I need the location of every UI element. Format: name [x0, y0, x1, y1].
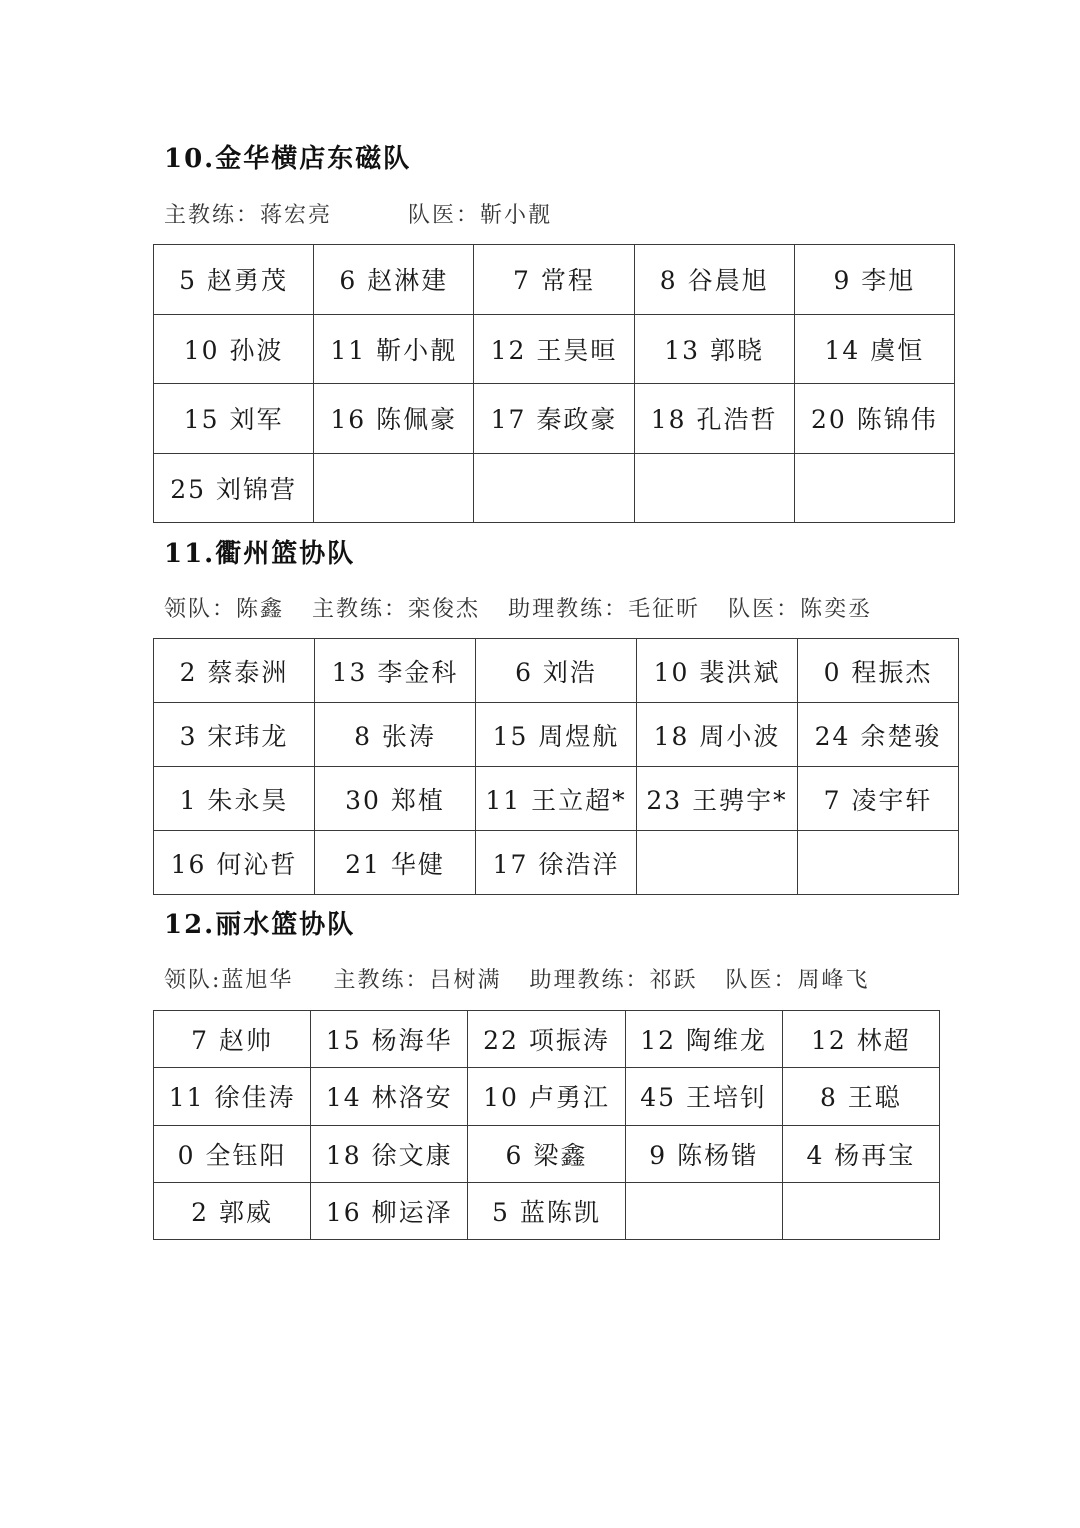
roster-cell: 5 赵勇茂: [154, 245, 314, 315]
roster-cell: 45 王培钊: [625, 1068, 782, 1125]
roster-cell: 12 陶维龙: [625, 1011, 782, 1068]
team-12-staff: [164, 967, 870, 995]
roster-cell: [794, 453, 954, 523]
staff-label: 队医：: [728, 597, 801, 622]
staff-label: 队医：: [408, 203, 481, 228]
roster-cell: 6 梁鑫: [468, 1125, 625, 1182]
roster-cell: [314, 453, 474, 523]
table-row: [154, 1068, 940, 1125]
table-row: [154, 453, 955, 523]
table-row: [154, 831, 959, 895]
roster-cell: 4 杨再宝: [782, 1125, 939, 1182]
roster-cell: 16 何沁哲: [154, 831, 315, 895]
roster-cell: 11 王立超*: [476, 767, 637, 831]
roster-cell: 24 余楚骏: [798, 703, 959, 767]
roster-cell: 18 孔浩哲: [634, 384, 794, 454]
staff-label: 队医：: [725, 968, 798, 993]
roster-cell: 18 徐文康: [311, 1125, 468, 1182]
roster-cell: [625, 1182, 782, 1239]
roster-cell: 1 朱永昊: [154, 767, 315, 831]
team-11-roster-table: [153, 638, 959, 895]
roster-cell: 17 徐浩洋: [476, 831, 637, 895]
roster-cell: 15 刘军: [154, 384, 314, 454]
roster-cell: 0 全钰阳: [154, 1125, 311, 1182]
team-10-title: 10.金华横店东磁队: [164, 144, 412, 174]
staff-label: 主教练：: [164, 203, 261, 228]
roster-cell: 7 凌宇轩: [798, 767, 959, 831]
roster-cell: [637, 831, 798, 895]
table-row: [154, 384, 955, 454]
roster-cell: [782, 1182, 939, 1239]
roster-cell: 13 李金科: [315, 639, 476, 703]
assistant-coach-name: 毛征昕: [628, 597, 701, 622]
roster-cell: 10 裴洪斌: [637, 639, 798, 703]
roster-cell: 7 赵帅: [154, 1011, 311, 1068]
team-12-title: 12.丽水篮协队: [164, 910, 356, 940]
roster-cell: 14 虞恒: [794, 314, 954, 384]
roster-cell: 9 陈杨锴: [625, 1125, 782, 1182]
team-doctor-name: 靳小靓: [480, 203, 553, 228]
roster-cell: 13 郭晓: [634, 314, 794, 384]
table-row: [154, 703, 959, 767]
roster-cell: 20 陈锦伟: [794, 384, 954, 454]
roster-cell: 12 林超: [782, 1011, 939, 1068]
team-11-title: 11.衢州篮协队: [164, 539, 356, 569]
roster-cell: 0 程振杰: [798, 639, 959, 703]
roster-cell: 15 杨海华: [311, 1011, 468, 1068]
staff-label: 主教练：: [312, 597, 409, 622]
roster-cell: [798, 831, 959, 895]
roster-cell: 30 郑植: [315, 767, 476, 831]
roster-cell: 17 秦政豪: [474, 384, 634, 454]
roster-cell: 8 王聪: [782, 1068, 939, 1125]
team-doctor-name: 周峰飞: [797, 968, 870, 993]
team-leader-name: 蓝旭华: [221, 968, 294, 993]
staff-label: 领队:: [164, 968, 222, 993]
head-coach-name: 吕树满: [429, 968, 502, 993]
table-row: [154, 314, 955, 384]
table-row: [154, 1182, 940, 1239]
roster-cell: 8 张涛: [315, 703, 476, 767]
team-10-roster-table: [153, 244, 955, 523]
roster-cell: 2 蔡泰洲: [154, 639, 315, 703]
head-coach-name: 蒋宏亮: [260, 203, 333, 228]
team-10-staff: [164, 202, 552, 230]
table-row: [154, 245, 955, 315]
head-coach-name: 栾俊杰: [408, 597, 481, 622]
roster-cell: 10 卢勇江: [468, 1068, 625, 1125]
table-row: [154, 767, 959, 831]
roster-cell: 21 华健: [315, 831, 476, 895]
table-row: [154, 1125, 940, 1182]
roster-cell: [634, 453, 794, 523]
roster-cell: 10 孙波: [154, 314, 314, 384]
roster-cell: 3 宋玮龙: [154, 703, 315, 767]
roster-cell: 18 周小波: [637, 703, 798, 767]
staff-label: 助理教练：: [529, 968, 650, 993]
roster-cell: 5 蓝陈凯: [468, 1182, 625, 1239]
team-11-staff: [164, 596, 872, 624]
roster-cell: 6 赵淋建: [314, 245, 474, 315]
roster-cell: 16 柳运泽: [311, 1182, 468, 1239]
table-row: [154, 639, 959, 703]
staff-label: 主教练：: [333, 968, 430, 993]
roster-cell: 23 王骋宇*: [637, 767, 798, 831]
team-doctor-name: 陈奕丞: [800, 597, 873, 622]
staff-label: 领队：: [164, 597, 237, 622]
roster-cell: 15 周煜航: [476, 703, 637, 767]
table-row: [154, 1011, 940, 1068]
roster-cell: 22 项振涛: [468, 1011, 625, 1068]
roster-cell: 2 郭威: [154, 1182, 311, 1239]
roster-cell: 16 陈佩豪: [314, 384, 474, 454]
roster-cell: 7 常程: [474, 245, 634, 315]
assistant-coach-name: 祁跃: [649, 968, 698, 993]
roster-cell: 9 李旭: [794, 245, 954, 315]
roster-cell: 11 靳小靓: [314, 314, 474, 384]
roster-cell: [474, 453, 634, 523]
roster-cell: 25 刘锦营: [154, 453, 314, 523]
roster-cell: 8 谷晨旭: [634, 245, 794, 315]
roster-cell: 12 王昊晅: [474, 314, 634, 384]
team-leader-name: 陈鑫: [236, 597, 285, 622]
roster-cell: 6 刘浩: [476, 639, 637, 703]
roster-cell: 11 徐佳涛: [154, 1068, 311, 1125]
staff-label: 助理教练：: [508, 597, 629, 622]
roster-cell: 14 林洛安: [311, 1068, 468, 1125]
team-12-roster-table: [153, 1010, 940, 1240]
